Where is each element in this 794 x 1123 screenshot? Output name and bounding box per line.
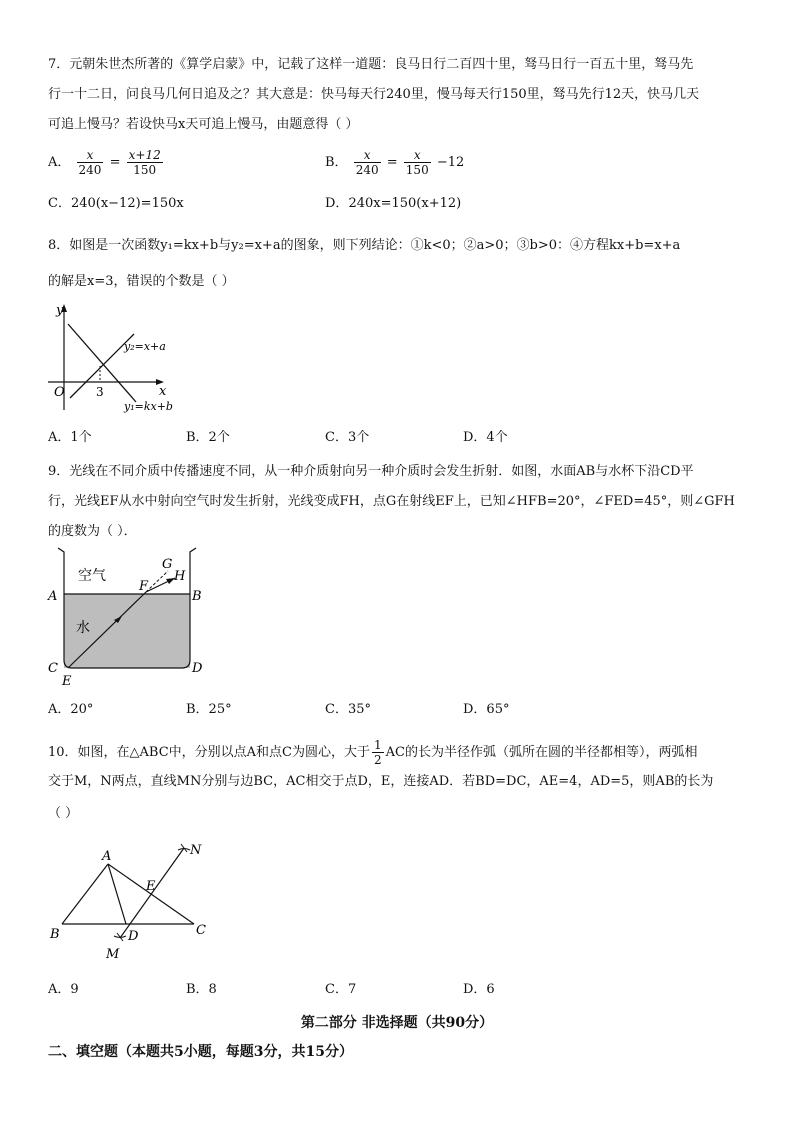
tick-3-label: 3 xyxy=(96,385,104,399)
q8-line1: 8．如图是一次函数y₁=kx+b与y₂=x+a的图象，则下列结论：①k<0；②a>0；③b>0：④方程kx+b=x+a xyxy=(48,238,681,253)
point-f-label: F xyxy=(139,579,149,594)
q10-option-d[interactable]: D．6 xyxy=(463,982,495,997)
q9-option-a[interactable]: A．20° xyxy=(48,702,94,717)
q7-option-c[interactable]: C．240(x−12)=150x xyxy=(48,196,184,211)
q9-option-d[interactable]: D．65° xyxy=(463,702,510,717)
q7-line2: 行一十二日，问良马几何日追及之？其大意是：快马每天行240里，慢马每天行150里，驽马先行12天，快马几天 xyxy=(48,87,700,102)
q8-line2: 的解是x=3，错误的个数是（ ） xyxy=(48,274,235,289)
part2-title: 第二部分 非选择题（共90分） xyxy=(300,1015,494,1031)
y1-label: y₁=kx+b xyxy=(124,400,173,413)
q9-option-b[interactable]: B．25° xyxy=(186,702,232,717)
point-b-label: B xyxy=(50,927,60,942)
q7-line3: 可追上慢马？若设快马x天可追上慢马，由题意得（ ） xyxy=(48,117,359,132)
q8-option-c[interactable]: C．3个 xyxy=(325,430,370,445)
ray-fg xyxy=(146,571,168,592)
q10-option-b[interactable]: B．8 xyxy=(186,982,217,997)
y-axis-label: y xyxy=(56,303,64,318)
q8-option-d[interactable]: D．4个 xyxy=(463,430,508,445)
q7-option-b[interactable]: B． $\frac{x}{240}$ = $\frac{x}{150}$ −12 xyxy=(325,148,465,177)
q7-line1: 7．元朝朱世杰所著的《算学启蒙》中，记载了这样一道题：良马日行二百四十里，驽马日行一百五十里，驽马先 xyxy=(48,57,694,72)
section2-heading: 二、填空题（本题共5小题，每题3分，共15分） xyxy=(48,1044,353,1060)
y2-label: y₂=x+a xyxy=(124,340,166,353)
q9-line2: 行，光线EF从水中射向空气时发生折射，光线变成FH，点G在射线EF上，已知∠HFB=20°，∠FED=45°，则∠GFH xyxy=(48,494,735,509)
origin-label: O xyxy=(54,385,65,400)
q10-option-a[interactable]: A．9 xyxy=(48,982,79,997)
point-e-label: E xyxy=(62,674,72,688)
point-n-label: N xyxy=(190,843,202,858)
point-a-label: A xyxy=(102,849,112,864)
point-e-label: E xyxy=(146,879,156,894)
water-label: 水 xyxy=(76,620,90,636)
point-g-label: G xyxy=(162,557,173,572)
q10-line3: （ ） xyxy=(48,806,79,821)
q9-line1: 9．光线在不同介质中传播速度不同，从一种介质射向另一种介质时会发生折射．如图，水面AB与水杯下沿CD平 xyxy=(48,464,694,479)
q9-line3: 的度数为（ ）． xyxy=(48,524,137,539)
q10-line1: 10．如图，在△ABC中，分别以点A和点C为圆心，大于 $\frac{1}{2}$ AC的长为半径作弧（弧所在圆的半径都相等），两弧相 xyxy=(48,738,698,767)
x-axis-label: x xyxy=(159,384,167,399)
q9-figure xyxy=(44,546,214,688)
q7-option-d[interactable]: D．240x=150(x+12) xyxy=(325,196,462,211)
half-fraction: $\frac{1}{2}$ xyxy=(374,738,382,767)
q10-option-c[interactable]: C．7 xyxy=(325,982,357,997)
point-h-label: H xyxy=(174,569,186,584)
point-d-label: D xyxy=(128,929,139,944)
point-d-label: D xyxy=(192,661,203,676)
q10-figure xyxy=(44,838,224,964)
q8-option-b[interactable]: B．2个 xyxy=(186,430,230,445)
q10-line2: 交于M，N两点，直线MN分别与边BC，AC相交于点D，E，连接AD．若BD=DC，AE=4，AD=5，则AB的长为 xyxy=(48,774,714,789)
q7-option-a[interactable]: A． $\frac{x}{240}$ = $\frac{x+12}{150}$ xyxy=(48,148,161,177)
point-b-label: B xyxy=(192,589,202,604)
point-m-label: M xyxy=(106,947,120,962)
point-a-label: A xyxy=(48,589,58,604)
air-label: 空气 xyxy=(78,568,106,584)
point-c-label: C xyxy=(196,923,206,938)
point-c-label: C xyxy=(48,661,58,676)
q9-option-c[interactable]: C．35° xyxy=(325,702,371,717)
q8-graph xyxy=(44,300,194,418)
q8-option-a[interactable]: A．1个 xyxy=(48,430,92,445)
